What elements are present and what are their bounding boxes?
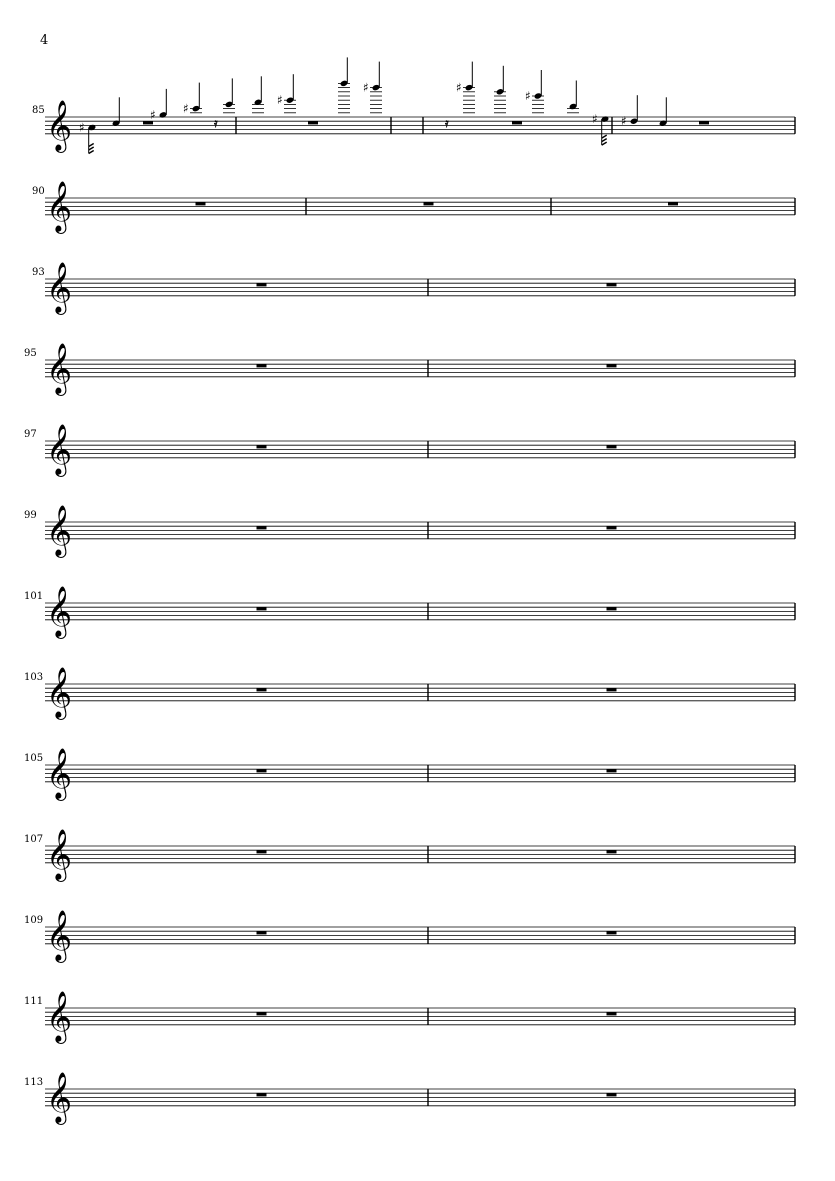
measure-number: 99 — [24, 510, 37, 521]
treble-clef-icon: 𝄞 — [46, 829, 73, 880]
sharp-icon: ♯ — [183, 101, 189, 116]
staff-system — [32, 262, 795, 315]
measure-number: 111 — [24, 996, 44, 1007]
treble-clef-icon: 𝄞 — [46, 910, 73, 961]
whole-rest — [607, 688, 617, 691]
whole-rest — [257, 364, 267, 367]
sharp-icon: ♯ — [456, 80, 462, 95]
measure-number: 90 — [32, 186, 45, 197]
treble-clef-icon: 𝄞 — [46, 748, 73, 799]
whole-rest — [607, 364, 617, 367]
treble-clef-icon: 𝄞 — [46, 262, 73, 313]
treble-clef-icon: 𝄞 — [46, 1072, 73, 1123]
staff-system — [24, 910, 795, 963]
whole-rest — [607, 607, 617, 610]
staff-system — [24, 343, 795, 396]
treble-clef-icon: 𝄞 — [46, 586, 73, 637]
treble-clef-icon: 𝄞 — [46, 667, 73, 718]
whole-rest — [196, 202, 206, 205]
measure-number: 85 — [32, 105, 45, 116]
note-flag — [89, 144, 94, 147]
sharp-icon: ♯ — [621, 114, 627, 129]
staff-system — [24, 424, 795, 477]
treble-clef-icon: 𝄞 — [46, 100, 73, 151]
note-flag — [89, 151, 94, 154]
measure-number: 95 — [24, 348, 37, 359]
measure-number: 113 — [24, 1077, 44, 1088]
measure-number: 103 — [24, 672, 44, 683]
small-rest-icon: 𝄿 — [445, 116, 449, 130]
whole-rest — [257, 688, 267, 691]
whole-rest — [257, 1012, 267, 1015]
staff-system — [24, 586, 795, 639]
treble-clef-icon: 𝄞 — [46, 424, 73, 475]
whole-rest — [607, 1093, 617, 1096]
staff-system — [24, 667, 795, 720]
whole-rest — [308, 121, 318, 124]
staff-system — [24, 1072, 795, 1125]
staff-system — [24, 991, 795, 1044]
whole-rest — [257, 526, 267, 529]
measure-number: 93 — [32, 267, 45, 278]
measure-number: 97 — [24, 429, 37, 440]
whole-rest — [607, 769, 617, 772]
treble-clef-icon: 𝄞 — [46, 181, 73, 232]
whole-rest — [257, 931, 267, 934]
note-flag — [89, 147, 94, 150]
note-flag — [602, 142, 607, 145]
treble-clef-icon: 𝄞 — [46, 991, 73, 1042]
whole-rest — [607, 445, 617, 448]
staff-system — [32, 181, 795, 234]
sharp-icon: ♯ — [150, 107, 156, 122]
whole-rest — [257, 850, 267, 853]
treble-clef-icon: 𝄞 — [46, 343, 73, 394]
staff-system — [24, 748, 795, 801]
sharp-icon: ♯ — [592, 112, 598, 127]
staff-system — [24, 505, 795, 558]
whole-rest — [257, 607, 267, 610]
whole-rest — [257, 1093, 267, 1096]
whole-rest — [607, 283, 617, 286]
whole-rest — [257, 283, 267, 286]
sharp-icon: ♯ — [79, 120, 85, 135]
small-rest-icon: 𝄿 — [214, 116, 218, 130]
whole-rest — [257, 445, 267, 448]
staff-system — [32, 57, 795, 153]
note-flag — [602, 139, 607, 142]
sharp-icon: ♯ — [363, 80, 369, 95]
whole-rest — [424, 202, 434, 205]
treble-clef-icon: 𝄞 — [46, 505, 73, 556]
measure-number: 105 — [24, 753, 44, 764]
sharp-icon: ♯ — [277, 93, 283, 108]
measure-number: 109 — [24, 915, 44, 926]
measure-number: 101 — [24, 591, 44, 602]
whole-rest — [607, 931, 617, 934]
whole-rest — [668, 202, 678, 205]
whole-rest — [257, 769, 267, 772]
measure-number: 107 — [24, 834, 44, 845]
sharp-icon: ♯ — [525, 89, 531, 103]
whole-rest — [607, 1012, 617, 1015]
whole-rest — [512, 121, 522, 124]
page-number: 4 — [40, 33, 49, 48]
whole-rest — [699, 121, 709, 124]
whole-rest — [607, 850, 617, 853]
whole-rest — [607, 526, 617, 529]
note-flag — [602, 135, 607, 138]
staff-system — [24, 829, 795, 882]
